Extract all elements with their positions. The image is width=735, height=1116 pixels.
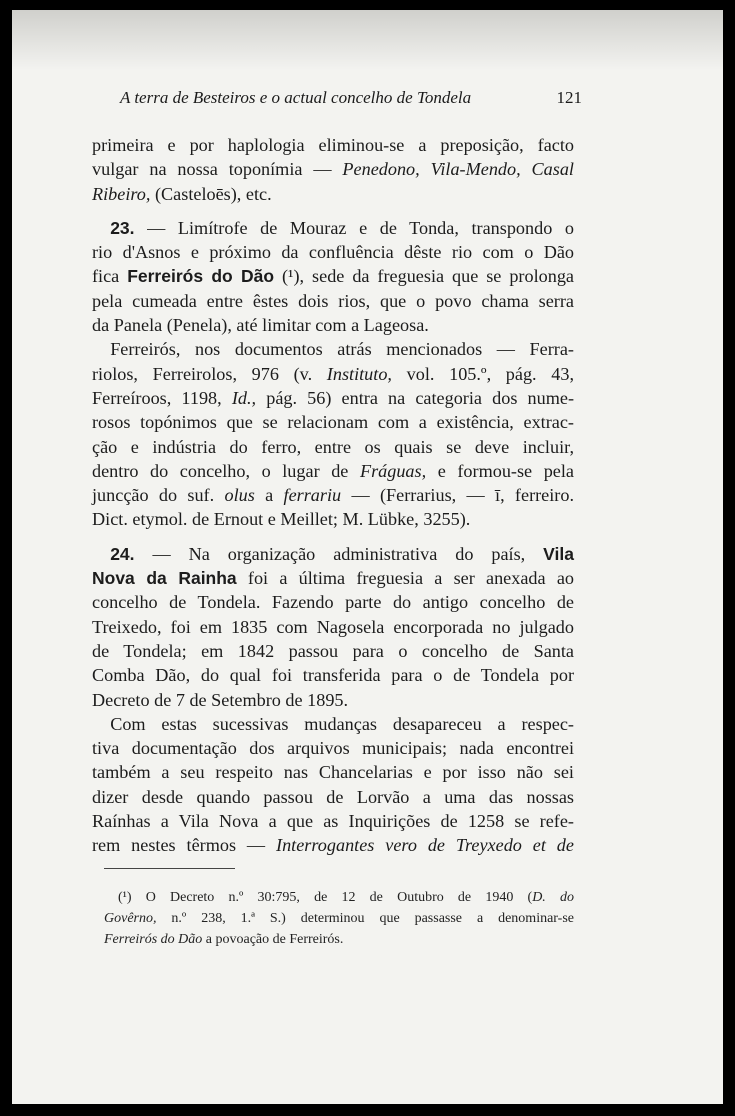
text-run: rem nestes têrmos —	[92, 835, 277, 856]
text-run: dentro do concelho, o lugar de	[92, 460, 360, 481]
text-run: a	[254, 485, 284, 506]
paragraph-23	[92, 216, 574, 337]
text-run: — Limítrofe de Mouraz e de Tonda, transpondo o	[134, 217, 574, 238]
section-number: 24.	[110, 543, 135, 564]
text-line: Dict. etymol. de Ernout e Meillet; M. Lübke, 3255).	[92, 509, 471, 530]
section-number: 23.	[110, 217, 135, 238]
text-run: vol. 105.º, pág. 43,	[391, 363, 574, 384]
main-text	[92, 133, 574, 858]
text-line: rio d'Asnos e próximo da confluência dêste rio com o Dão	[92, 242, 574, 263]
text-run: vulgar na nossa toponímia —	[92, 159, 343, 180]
text-run: Com estas sucessivas mudanças desapareceu a respec-	[110, 713, 574, 734]
italic-run: Penedono, Vila-Mendo, Casal	[342, 159, 574, 180]
scan-shadow	[12, 10, 723, 70]
italic-run: Instituto,	[326, 363, 392, 384]
paragraph-1	[92, 133, 574, 206]
text-line	[92, 264, 574, 288]
text-run: — Na organização administrativa do país,	[134, 543, 544, 564]
paragraph-ferreiros	[92, 337, 574, 531]
text-line	[92, 833, 574, 857]
text-run: fica	[92, 266, 128, 287]
italic-run: D. do	[532, 890, 574, 905]
text-line: também a seu respeito nas Chancelarias e por isso não sei	[92, 762, 574, 783]
italic-run: Fráguas,	[359, 460, 427, 481]
italic-run: olus	[224, 485, 255, 506]
italic-run: Ribeiro,	[92, 183, 151, 204]
text-line: dizer desde quando passou de Lorvão a uma das nossas	[92, 786, 574, 807]
text-line: Treixedo, foi em 1835 com Nagosela encorporada no julgado	[92, 616, 574, 637]
place-name: Vila	[543, 543, 574, 564]
text-line	[92, 542, 574, 566]
text-run: juncção do suf.	[92, 485, 225, 506]
text-line	[104, 908, 574, 929]
italic-run: Id.,	[231, 387, 257, 408]
place-name: Nova da Rainha	[92, 568, 237, 589]
italic-run: Ferreirós do Dão	[104, 932, 203, 947]
text-run: n.º 238, 1.ª S.) determinou que passasse a denominar-se	[156, 911, 574, 926]
text-run: riolos, Ferreirolos, 976 (v.	[92, 363, 327, 384]
italic-run: ferrariu	[283, 485, 342, 506]
text-line: tiva documentação dos arquivos municipais; nada encontrei	[92, 738, 574, 759]
running-title: A terra de Besteiros e o actual concelho de Tondela	[120, 88, 472, 107]
text-line: da Panela (Penela), até limitar com a Lageosa.	[92, 315, 429, 336]
text-run: a povoação de Ferreirós.	[202, 932, 344, 947]
text-line: primeira e por haplologia eliminou-se a preposição, facto	[92, 135, 574, 155]
text-run: Ferreíroos, 1198,	[92, 387, 232, 408]
italic-run: Interrogantes vero de Treyxedo et de	[276, 835, 574, 856]
text-line	[92, 362, 574, 386]
text-line: de Tondela; em 1842 passou para o concelho de Santa	[92, 640, 574, 661]
text-line	[92, 483, 574, 507]
text-line: Decreto de 7 de Setembro de 1895.	[92, 689, 349, 710]
text-run: — (Ferrarius, — ī, ferreiro.	[341, 485, 575, 506]
text-run: Ferreirós, nos documentos atrás mencionados — Ferra-	[110, 339, 574, 360]
italic-run: Govêrno,	[104, 911, 157, 926]
text-line	[92, 157, 574, 181]
text-line: rosos topónimos que se relacionam com a existência, extrac-	[92, 412, 574, 433]
text-line	[92, 182, 574, 206]
footnote	[104, 887, 574, 950]
running-header	[120, 88, 582, 118]
paragraph-vila-nova	[92, 712, 574, 858]
text-run: pág. 56) entra na categoria dos nume-	[256, 387, 574, 408]
text-run: (¹) O Decreto n.º 30:795, de 12 de Outubro de 1940 (	[118, 890, 533, 905]
text-line	[92, 337, 574, 361]
text-line: ção e indústria do ferro, entre os quais se deve incluir,	[92, 436, 574, 457]
page-number: 121	[556, 88, 582, 107]
text-line	[92, 566, 574, 590]
text-run: (¹), sede da freguesia que se prolonga	[274, 266, 574, 287]
text-line	[104, 887, 574, 908]
text-line: pela cumeada entre êstes dois rios, que o povo chama serra	[92, 290, 574, 311]
text-line	[92, 712, 574, 736]
footnote-rule	[104, 868, 235, 869]
paragraph-24	[92, 542, 574, 712]
place-name: Ferreirós do Dão	[127, 266, 275, 287]
text-run: (Casteloēs), etc.	[150, 183, 272, 204]
text-line: concelho de Tondela. Fazendo parte do antigo concelho de	[92, 592, 574, 613]
text-line	[104, 929, 574, 950]
text-run: foi a última freguesia a ser anexada ao	[236, 568, 574, 589]
text-line: Comba Dão, do qual foi transferida para o de Tondela por	[92, 665, 574, 686]
text-line: Raínhas a Vila Nova a que as Inquirições de 1258 se refe-	[92, 811, 574, 832]
text-line	[92, 459, 574, 483]
text-line	[92, 386, 574, 410]
book-page	[12, 10, 723, 1104]
text-line	[92, 216, 574, 240]
text-run: e formou-se pela	[426, 460, 574, 481]
